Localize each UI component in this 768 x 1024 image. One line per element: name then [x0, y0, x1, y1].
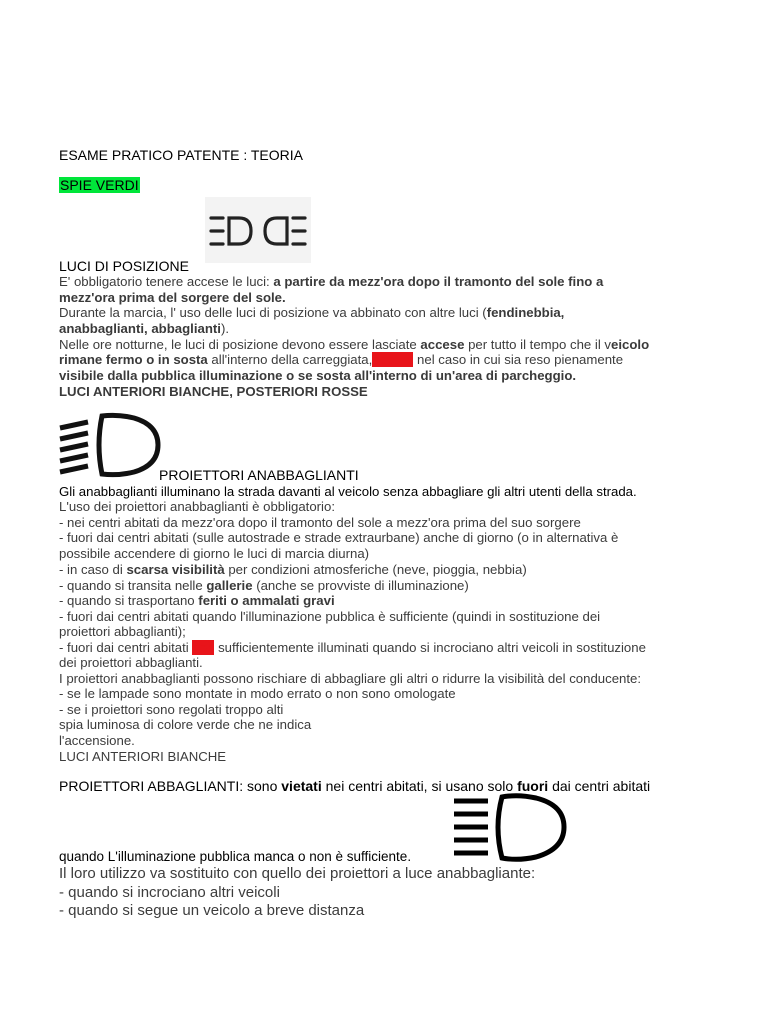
abbaglianti-line-2: quando L'illuminazione pubblica manca o non è sufficiente. [59, 849, 412, 864]
anabbaglianti-line-3: - fuori dai centri abitati (sulle autostrade e strade extraurbane) anche di giorno (o in alternativa è [59, 530, 619, 545]
anabbaglianti-line-12: I proiettori anabbaglianti possono rischiare di abbagliare gli altri o ridurre la visibilità del conducente: [59, 671, 642, 686]
section-spie-verdi [59, 177, 140, 193]
posizione-line-2: mezz'ora prima del sorgere del sole. [59, 290, 286, 305]
anabbaglianti-line-7: - quando si trasportano feriti o ammalati gravi [59, 593, 335, 608]
posizione-line-7: visibile dalla pubblica illuminazione o se sosta all'interno di un'area di parcheggio. [59, 368, 577, 383]
posizione-line-1: E' obbligatorio tenere accese le luci: a partire da mezz'ora dopo il tramonto del sole fino a [59, 274, 604, 289]
red-highlight: non [192, 640, 215, 655]
anabbaglianti-line-10: - fuori dai centri abitati non sufficientemente illuminati quando si incrociano altri veicoli in sostituzione [59, 640, 646, 655]
luci-posizione-heading: LUCI DI POSIZIONE [59, 258, 189, 274]
position-lights-icon [205, 197, 311, 263]
anabbaglianti-line-11: dei proiettori abbaglianti. [59, 655, 203, 670]
anabbaglianti-line-16: l'accensione. [59, 733, 135, 748]
anabbaglianti-line-8: - fuori dai centri abitati quando l'illuminazione pubblica è sufficiente (quindi in sostituzione dei [59, 609, 601, 624]
anabbaglianti-line-6: - quando si transita nelle gallerie (anche se provviste di illuminazione) [59, 578, 469, 593]
anabbaglianti-line-5: - in caso di scarsa visibilità per condizioni atmosferiche (neve, pioggia, nebbia) [59, 562, 527, 577]
posizione-line-8: LUCI ANTERIORI BIANCHE, POSTERIORI ROSSE [59, 384, 368, 399]
anabbaglianti-line-1: L'uso dei proiettori anabbaglianti è obbligatorio: [59, 499, 335, 514]
anabbaglianti-line-9: proiettori abbaglianti); [59, 624, 186, 639]
high-beam-icon [452, 792, 568, 864]
anabbaglianti-heading: PROIETTORI ANABBAGLIANTI [159, 467, 359, 483]
anabbaglianti-line-4: possibile accendere di giorno le luci di marcia diurna) [59, 546, 370, 561]
abbaglianti-line-5: - quando si segue un veicolo a breve distanza [59, 902, 365, 919]
posizione-line-3: Durante la marcia, l' uso delle luci di posizione va abbinato con altre luci (fendinebbia, [59, 305, 565, 320]
anabbaglianti-line-17: LUCI ANTERIORI BIANCHE [59, 749, 227, 764]
abbaglianti-line-4: - quando si incrociano altri veicoli [59, 884, 280, 901]
page-title: ESAME PRATICO PATENTE : TEORIA [59, 147, 304, 163]
posizione-line-4: anabbaglianti, abbaglianti). [59, 321, 229, 336]
low-beam-icon [58, 410, 162, 482]
anabbaglianti-intro: Gli anabbaglianti illuminano la strada davanti al veicolo senza abbagliare gli altri utenti della strada. [59, 484, 637, 499]
green-highlight: SPIE VERDI [60, 177, 139, 193]
anabbaglianti-line-13: - se le lampade sono montate in modo errato o non sono omologate [59, 686, 456, 701]
abbaglianti-line-3: Il loro utilizzo va sostituito con quello dei proiettori a luce anabbagliante: [59, 865, 536, 882]
anabbaglianti-line-15: spia luminosa di colore verde che ne indica [59, 717, 312, 732]
posizione-line-6: rimane fermo o in sosta all'interno della carreggiata,oppure nel caso in cui sia reso pienamente [59, 352, 624, 367]
abbaglianti-line-1: PROIETTORI ABBAGLIANTI: sono vietati nei centri abitati, si usano solo fuori dai centri abitati [59, 778, 651, 794]
anabbaglianti-line-14: - se i proiettori sono regolati troppo alti [59, 702, 284, 717]
anabbaglianti-line-2: - nei centri abitati da mezz'ora dopo il tramonto del sole a mezz'ora prima del suo sorgere [59, 515, 581, 530]
posizione-line-5: Nelle ore notturne, le luci di posizione devono essere lasciate accese per tutto il tempo che il veicolo [59, 337, 650, 352]
red-highlight: oppure [372, 352, 414, 367]
